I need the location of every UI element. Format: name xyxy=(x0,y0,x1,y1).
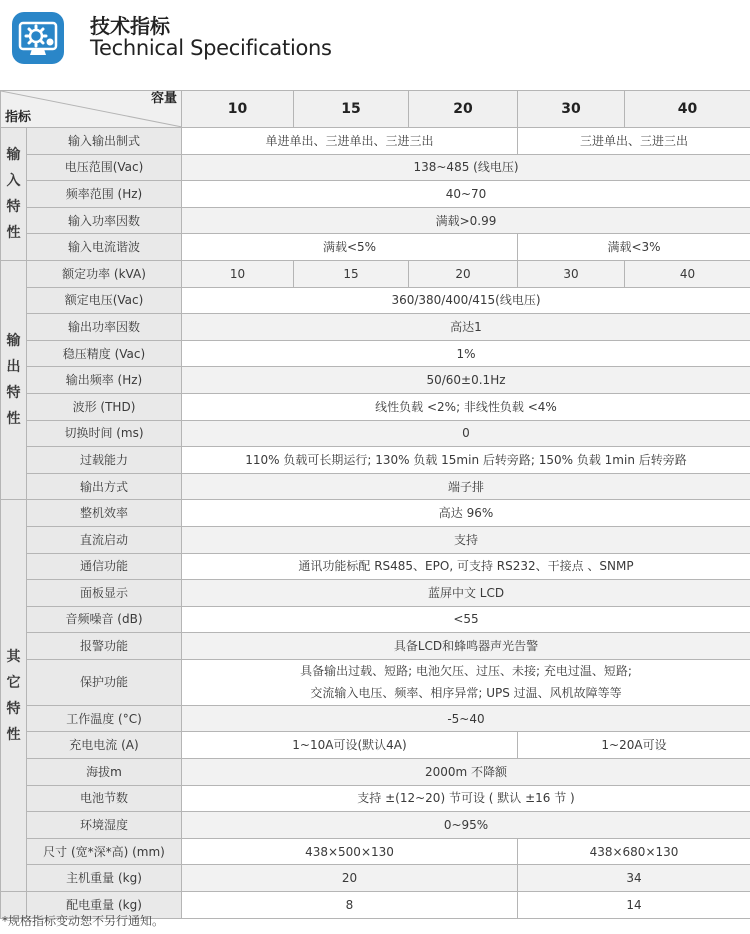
row-value: -5~40 xyxy=(182,705,750,732)
page-title-cn: 技术指标 xyxy=(90,14,170,38)
row-value: 支持 ±(12~20) 节可设 ( 默认 ±16 节 ) xyxy=(182,785,750,812)
table-row xyxy=(1,420,750,447)
table-row xyxy=(1,659,750,705)
row-label: 输入电流谐波 xyxy=(27,234,182,261)
row-value: 30 xyxy=(518,260,625,287)
row-value: 高达1 xyxy=(182,314,750,341)
table-row xyxy=(1,128,750,155)
row-value: 8 xyxy=(182,892,518,919)
capacity-header: 40 xyxy=(625,91,750,128)
row-label: 电池节数 xyxy=(27,785,182,812)
capacity-header: 10 xyxy=(182,91,294,128)
row-value: 50/60±0.1Hz xyxy=(182,367,750,394)
capacity-header: 30 xyxy=(518,91,625,128)
row-value xyxy=(182,659,750,705)
row-label: 面板显示 xyxy=(27,580,182,607)
page-header xyxy=(0,0,750,88)
table-row xyxy=(1,234,750,261)
table-row xyxy=(1,759,750,786)
page-title-en: Technical Specifications xyxy=(90,36,332,60)
protection-line-2: 交流输入电压、频率、相序异常; UPS 过温、风机故障等等 xyxy=(310,686,622,701)
row-value: 110% 负载可长期运行; 130% 负载 15min 后转旁路; 150% 负载 1min 后转旁路 xyxy=(182,447,750,474)
gear-screen-icon xyxy=(12,12,64,64)
row-label: 直流启动 xyxy=(27,526,182,553)
row-value: 360/380/400/415(线电压) xyxy=(182,287,750,314)
corner-indicator-label: 指标 xyxy=(5,110,32,125)
row-label: 通信功能 xyxy=(27,553,182,580)
table-row xyxy=(1,785,750,812)
row-label: 尺寸 (宽*深*高) (mm) xyxy=(27,838,182,865)
row-value: 0 xyxy=(182,420,750,447)
row-value: 0~95% xyxy=(182,812,750,839)
row-label: 输出方式 xyxy=(27,473,182,500)
row-label: 稳压精度 (Vac) xyxy=(27,340,182,367)
table-row xyxy=(1,340,750,367)
row-value: 支持 xyxy=(182,526,750,553)
row-label: 工作温度 (°C) xyxy=(27,705,182,732)
row-label: 输出功率因数 xyxy=(27,314,182,341)
row-value: 34 xyxy=(518,865,750,892)
table-row xyxy=(1,287,750,314)
table-row xyxy=(1,812,750,839)
row-value: 438×500×130 xyxy=(182,838,518,865)
table-row xyxy=(1,154,750,181)
row-label: 输入输出制式 xyxy=(27,128,182,155)
table-header-row xyxy=(1,91,750,128)
corner-capacity-label: 容量 xyxy=(150,91,177,106)
table-row xyxy=(1,207,750,234)
row-label: 过载能力 xyxy=(27,447,182,474)
row-value: 20 xyxy=(182,865,518,892)
table-row xyxy=(1,553,750,580)
row-value: 通讯功能标配 RS485、EPO, 可支持 RS232、干接点 、SNMP xyxy=(182,553,750,580)
row-label: 海拔m xyxy=(27,759,182,786)
table-row xyxy=(1,447,750,474)
table-row xyxy=(1,606,750,633)
row-label: 输出频率 (Hz) xyxy=(27,367,182,394)
row-label: 配电重量 (kg) xyxy=(27,892,182,919)
row-value: 单进单出、三进单出、三进三出 xyxy=(182,128,518,155)
row-value: 1~20A可设 xyxy=(518,732,750,759)
row-label: 保护功能 xyxy=(27,659,182,705)
table-row xyxy=(1,367,750,394)
row-label: 额定电压(Vac) xyxy=(27,287,182,314)
table-row xyxy=(1,580,750,607)
row-label: 环境湿度 xyxy=(27,812,182,839)
row-label: 切换时间 (ms) xyxy=(27,420,182,447)
section-label-output: 输出特性 xyxy=(1,260,27,499)
spec-table xyxy=(0,90,750,919)
table-row xyxy=(1,526,750,553)
table-row xyxy=(1,705,750,732)
row-value: 40~70 xyxy=(182,181,750,208)
footnote: *规格指标变动恕不另行通知。 xyxy=(2,914,165,928)
row-value: 线性负载 <2%; 非线性负载 <4% xyxy=(182,393,750,420)
row-value: 438×680×130 xyxy=(518,838,750,865)
table-row xyxy=(1,732,750,759)
row-value: 具备LCD和蜂鸣器声光告警 xyxy=(182,633,750,660)
section-label-input: 输入特性 xyxy=(1,128,27,261)
row-label: 波形 (THD) xyxy=(27,393,182,420)
row-label: 充电电流 (A) xyxy=(27,732,182,759)
row-value: 20 xyxy=(409,260,518,287)
row-label: 主机重量 (kg) xyxy=(27,865,182,892)
table-corner-cell xyxy=(1,91,182,128)
table-row xyxy=(1,181,750,208)
row-label: 报警功能 xyxy=(27,633,182,660)
table-row xyxy=(1,473,750,500)
capacity-header: 20 xyxy=(409,91,518,128)
row-value: 2000m 不降额 xyxy=(182,759,750,786)
row-value: 14 xyxy=(518,892,750,919)
table-row xyxy=(1,633,750,660)
row-value: <55 xyxy=(182,606,750,633)
row-value: 1% xyxy=(182,340,750,367)
protection-line-1: 具备输出过载、短路; 电池欠压、过压、未接; 充电过温、短路; xyxy=(300,664,632,679)
table-row xyxy=(1,838,750,865)
row-value: 满载>0.99 xyxy=(182,207,750,234)
row-label: 整机效率 xyxy=(27,500,182,527)
row-label: 音频噪音 (dB) xyxy=(27,606,182,633)
row-value: 138~485 (线电压) xyxy=(182,154,750,181)
row-value: 三进单出、三进三出 xyxy=(518,128,750,155)
row-label: 频率范围 (Hz) xyxy=(27,181,182,208)
row-value: 端子排 xyxy=(182,473,750,500)
capacity-header: 15 xyxy=(294,91,409,128)
table-row xyxy=(1,260,750,287)
row-label: 电压范围(Vac) xyxy=(27,154,182,181)
row-value: 1~10A可设(默认4A) xyxy=(182,732,518,759)
row-value: 15 xyxy=(294,260,409,287)
row-value: 蓝屏中文 LCD xyxy=(182,580,750,607)
row-value: 满载<5% xyxy=(182,234,518,261)
row-label: 额定功率 (kVA) xyxy=(27,260,182,287)
table-row xyxy=(1,314,750,341)
table-row xyxy=(1,865,750,892)
row-value: 10 xyxy=(182,260,294,287)
row-value: 40 xyxy=(625,260,750,287)
section-label-other: 其它特性 xyxy=(1,500,27,892)
row-value: 满载<3% xyxy=(518,234,750,261)
row-label: 输入功率因数 xyxy=(27,207,182,234)
table-row xyxy=(1,500,750,527)
row-value: 高达 96% xyxy=(182,500,750,527)
table-row xyxy=(1,393,750,420)
